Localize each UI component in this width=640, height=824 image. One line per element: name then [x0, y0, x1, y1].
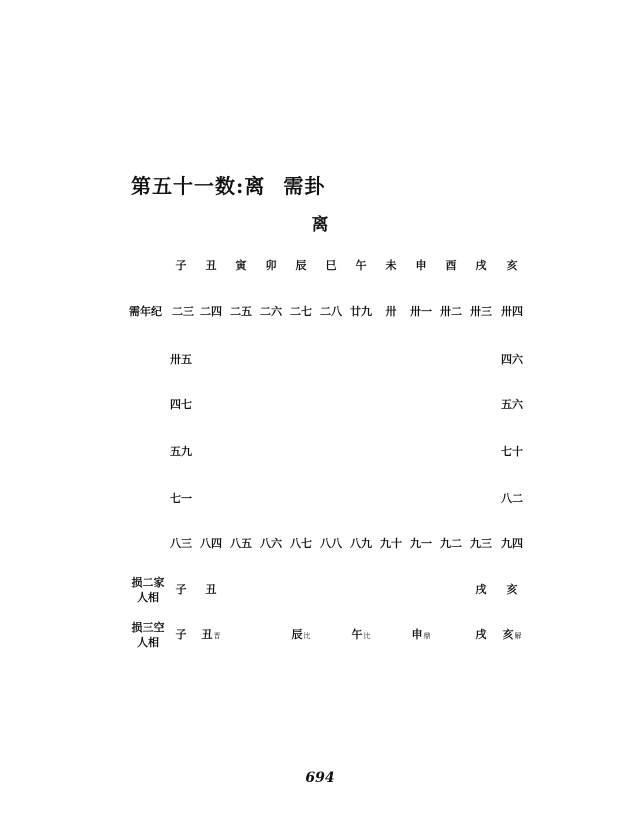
bottom-cell-6: 八八: [320, 537, 342, 550]
year-cell-4: 二六: [260, 305, 282, 318]
loss2-label-line2: 人相: [137, 591, 159, 604]
loss2-cell-4: 亥: [506, 583, 518, 596]
bottom-cell-10: 九二: [440, 537, 462, 550]
side-right-1: 四六: [501, 353, 523, 366]
branch-header-11: 戌: [475, 259, 487, 272]
side-right-4: 八二: [501, 492, 523, 505]
page-number: 694: [305, 770, 335, 786]
bottom-cell-9: 九一: [410, 537, 432, 550]
hexagram-note: 比: [303, 632, 311, 640]
side-right-3: 七十: [501, 445, 523, 458]
year-cell-11: 卅三: [470, 305, 492, 318]
branch-header-9: 申: [415, 259, 427, 272]
section-subtitle: 离: [311, 215, 329, 235]
loss3-cell-7: 亥解: [502, 628, 522, 641]
loss2-label: [126, 575, 170, 605]
year-cell-9: 卅一: [410, 305, 432, 318]
bottom-cell-7: 八九: [350, 537, 372, 550]
bottom-cell-4: 八六: [260, 537, 282, 550]
branch-header-1: 子: [175, 259, 187, 272]
row-label-year: 需年纪: [129, 305, 162, 318]
year-cell-5: 二七: [290, 305, 312, 318]
side-left-4: 七一: [170, 492, 192, 505]
year-cell-10: 卅二: [440, 305, 462, 318]
hexagram-note: 解: [514, 632, 522, 640]
branch-header-6: 巳: [325, 259, 337, 272]
loss3-cell-4: 午比: [351, 628, 371, 641]
bottom-cell-8: 九十: [380, 537, 402, 550]
loss3-label-line2: 人相: [137, 636, 159, 649]
side-right-2: 五六: [501, 398, 523, 411]
bottom-cell-1: 八三: [170, 537, 192, 550]
hexagram-note: 晋: [213, 632, 221, 640]
year-cell-2: 二四: [200, 305, 222, 318]
bottom-cell-2: 八四: [200, 537, 222, 550]
branch-header-4: 卯: [265, 259, 277, 272]
year-cell-1: 二三: [172, 305, 194, 318]
branch-header-2: 丑: [205, 259, 217, 272]
branch-header-3: 寅: [235, 259, 247, 272]
branch-header-7: 午: [355, 259, 367, 272]
bottom-cell-5: 八七: [290, 537, 312, 550]
hexagram-note: 鼎: [423, 632, 431, 640]
side-left-1: 卅五: [170, 353, 192, 366]
bottom-cell-3: 八五: [230, 537, 252, 550]
year-cell-3: 二五: [230, 305, 252, 318]
loss3-cell-5: 申鼎: [411, 628, 431, 641]
loss3-label-line1: 损三空: [131, 621, 165, 634]
loss2-label-line1: 损二家: [131, 576, 165, 589]
bottom-cell-12: 九四: [501, 537, 523, 550]
bottom-cell-11: 九三: [470, 537, 492, 550]
branch-header-5: 辰: [295, 259, 307, 272]
loss3-cell-2: 丑晋: [201, 628, 221, 641]
side-left-3: 五九: [170, 445, 192, 458]
side-left-2: 四七: [170, 398, 192, 411]
year-cell-12: 卅四: [501, 305, 523, 318]
loss3-cell-6: 戌: [475, 628, 487, 641]
year-cell-7: 廿九: [350, 305, 372, 318]
hexagram-note: 比: [363, 632, 371, 640]
year-cell-6: 二八: [320, 305, 342, 318]
title-main: 第五十一数:离: [131, 174, 266, 198]
loss3-label: [126, 620, 170, 650]
loss2-cell-1: 子: [175, 583, 187, 596]
loss3-cell-3: 辰比: [291, 628, 311, 641]
branch-header-12: 亥: [506, 259, 518, 272]
branch-header-8: 未: [385, 259, 397, 272]
loss2-cell-2: 丑: [205, 583, 217, 596]
loss2-cell-3: 戌: [475, 583, 487, 596]
loss3-cell-1: 子: [175, 628, 187, 641]
page-title: [131, 170, 325, 199]
branch-header-10: 酉: [445, 259, 457, 272]
year-cell-8: 卅: [385, 305, 397, 318]
title-hexagram: 需卦: [283, 174, 326, 198]
